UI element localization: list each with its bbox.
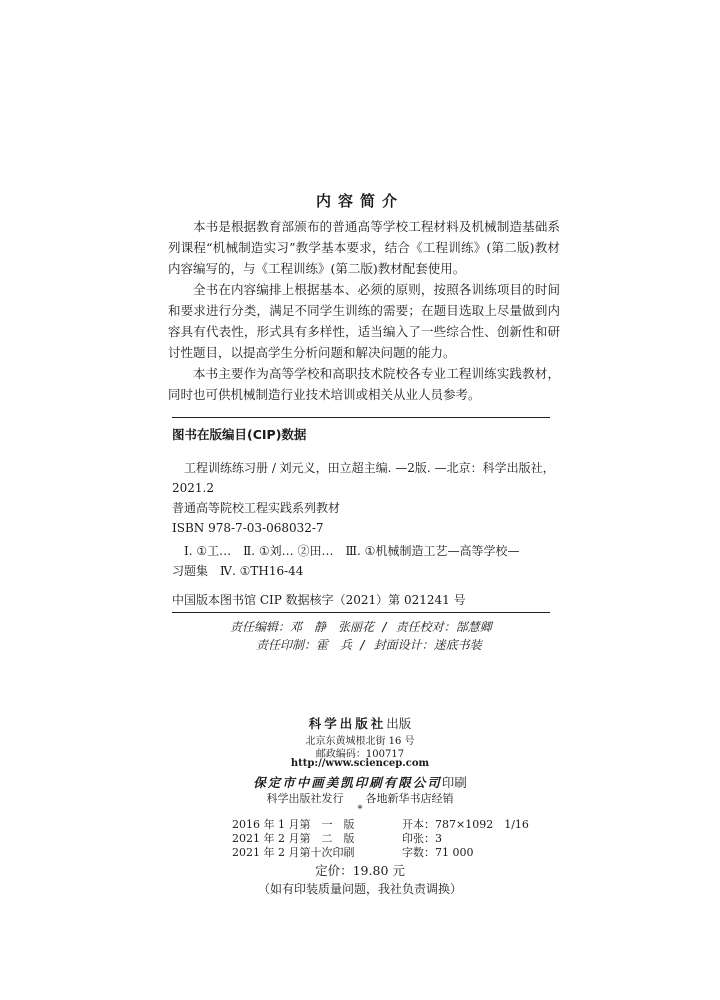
cip-title-line: 工程训练练习册 / 刘元义，田立超主编. —2版. —北京：科学出版社， bbox=[184, 461, 555, 475]
quality-notice: （如有印装质量问题，我社负责调换） bbox=[257, 882, 462, 896]
intro-paragraph-2: 全书在内容编排上根据基本、必须的原则，按照各训练项目的时间和要求进行分类，满足不同学生训练的需要；在题目选取上尽量做到内容具有代表性，形式具有多样性，适当编入了一些综合性、创新性和研讨性题目，以提高学生分析问题和解决问题的能力。 bbox=[168, 282, 560, 360]
edition-date: 2021 年 2 月第 二 版 bbox=[232, 832, 355, 845]
printer-suffix: 印刷 bbox=[441, 775, 467, 790]
cip-date-line: 2021.2 bbox=[172, 481, 214, 495]
cip-title: 图书在版编目(CIP)数据 bbox=[172, 427, 307, 442]
edition-date: 2016 年 1 月第 一 版 bbox=[232, 818, 355, 831]
edition-date: 2021 年 2 月第十次印刷 bbox=[232, 846, 355, 859]
cip-classification bbox=[172, 541, 562, 581]
cip-data-number: 中国版本图书馆 CIP 数据核字（2021）第 021241 号 bbox=[172, 593, 466, 607]
edition-row bbox=[232, 844, 552, 860]
intro-paragraph-1: 本书是根据教育部颁布的普通高等学校工程材料及机械制造基础系列课程“机械制造实习”教学基本要求，结合《工程训练》(第二版)教材内容编写的，与《工程训练》(第二版)教材配套使用。 bbox=[168, 219, 560, 276]
publisher-line bbox=[0, 714, 720, 732]
cip-top-rule bbox=[172, 417, 550, 418]
printer-line bbox=[0, 773, 720, 791]
cip-series-line: 普通高等院校工程实践系列教材 bbox=[172, 501, 341, 515]
staff-line-1: 责任编辑：邓 静 张丽花 / 责任校对：郜慧卿 bbox=[230, 620, 492, 634]
publisher-address: 北京东黄城根北街 16 号 bbox=[305, 736, 415, 747]
cip-class-line-2: 习题集 Ⅳ. ①TH16-44 bbox=[172, 564, 304, 578]
publisher-suffix: 出版 bbox=[386, 716, 412, 731]
printer-name: 保定市中画美凯印刷有限公司 bbox=[253, 775, 442, 790]
price: 定价：19.80 元 bbox=[315, 863, 405, 878]
cip-class-line-1: Ⅰ. ①工… Ⅱ. ①刘… ②田… Ⅲ. ①机械制造工艺—高等学校— bbox=[184, 544, 520, 558]
publisher-postcode: 邮政编码：100717 bbox=[315, 749, 405, 760]
distribution-line: 科学出版社发行 各地新华书店经销 bbox=[266, 792, 454, 805]
staff-line-2: 责任印制：霍 兵 / 封面设计：迷底书装 bbox=[256, 638, 482, 652]
intro-paragraph-3: 本书主要作为高等学校和高职技术院校各专业工程训练实践教材，同时也可供机械制造行业技术培训或相关从业人员参考。 bbox=[168, 366, 560, 402]
edition-spec: 字数：71 000 bbox=[402, 846, 474, 859]
publisher-name: 科学出版社 bbox=[308, 716, 387, 731]
edition-spec: 印张：3 bbox=[402, 832, 442, 845]
publisher-website: http://www.sciencep.com bbox=[290, 758, 430, 769]
section-title: 内容简介 bbox=[315, 192, 404, 210]
separator-star: * bbox=[357, 804, 363, 815]
intro-text bbox=[168, 216, 560, 405]
edition-spec: 开本：787×1092 1/16 bbox=[402, 818, 529, 831]
cip-isbn-line: ISBN 978-7-03-068032-7 bbox=[172, 521, 324, 535]
cip-record bbox=[172, 458, 562, 538]
cip-bottom-rule bbox=[172, 612, 550, 613]
